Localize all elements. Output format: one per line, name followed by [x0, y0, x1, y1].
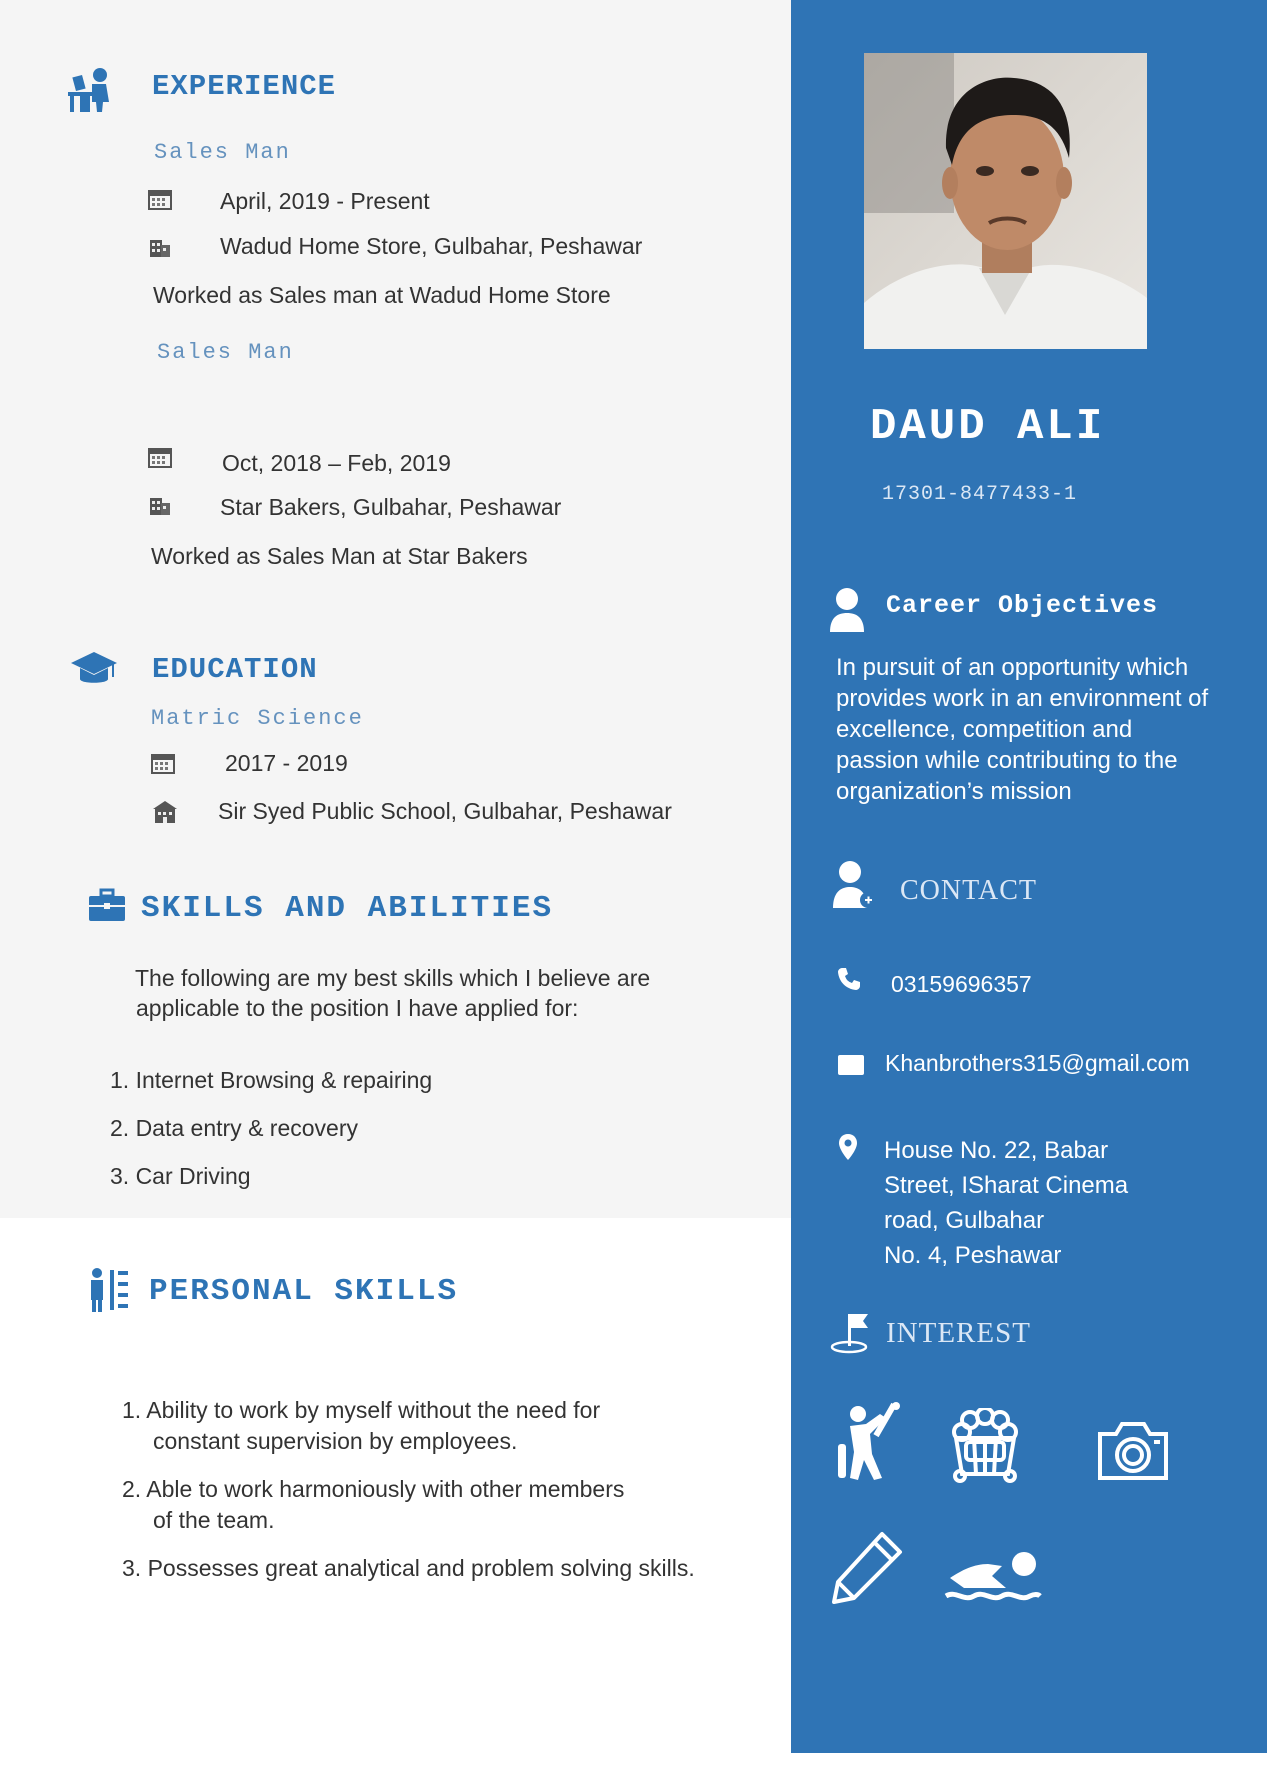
desk-worker-icon — [66, 66, 116, 114]
school-building-icon — [152, 800, 178, 824]
skills-heading: SKILLS AND ABILITIES — [141, 891, 554, 926]
swimming-icon — [944, 1548, 1042, 1604]
objective-line: provides work in an environment of — [836, 685, 1209, 712]
location-pin-icon — [838, 1133, 858, 1161]
phone-icon — [836, 966, 862, 992]
objective-heading: Career Objectives — [886, 591, 1159, 620]
personal-item-2-line-2: of the team. — [153, 1507, 275, 1533]
flag-icon — [830, 1310, 874, 1354]
popcorn-icon — [946, 1408, 1024, 1484]
personal-item-2-line-1: 2. Able to work harmoniously with other members — [122, 1476, 625, 1502]
skills-item-2: 2. Data entry & recovery — [110, 1115, 358, 1141]
building-icon — [148, 236, 172, 258]
profile-photo — [864, 53, 1147, 349]
building-icon — [148, 494, 172, 516]
interest-heading: INTEREST — [886, 1317, 1031, 1349]
contact-address — [884, 1133, 1128, 1273]
job-1-description: Worked as Sales man at Wadud Home Store — [153, 282, 611, 308]
job-1-place: Wadud Home Store, Gulbahar, Peshawar — [220, 233, 643, 259]
personal-item-1-line-1: 1. Ability to work by myself without the need for — [122, 1397, 601, 1423]
user-icon — [828, 587, 866, 633]
skills-item-1: 1. Internet Browsing & repairing — [110, 1067, 433, 1093]
person-checklist-icon — [88, 1268, 130, 1312]
experience-heading: EXPERIENCE — [152, 70, 337, 103]
job-1-role: Sales Man — [154, 140, 291, 165]
pencil-icon — [830, 1528, 906, 1606]
objective-line: In pursuit of an opportunity which — [836, 654, 1189, 681]
education-degree: Matric Science — [151, 706, 364, 731]
personal-item-1-line-2: constant supervision by employees. — [153, 1428, 518, 1454]
address-line: Street, ISharat Cinema — [884, 1172, 1129, 1199]
add-contact-icon — [832, 860, 876, 910]
objective-text — [836, 652, 1208, 807]
personal-skills-heading: PERSONAL SKILLS — [149, 1274, 459, 1309]
contact-heading: CONTACT — [900, 875, 1037, 906]
objective-line: excellence, competition and — [836, 716, 1133, 743]
education-heading: EDUCATION — [152, 653, 318, 686]
calendar-icon — [151, 752, 175, 774]
calendar-icon — [148, 446, 172, 468]
skills-intro-line-2: applicable to the position I have applied for: — [136, 995, 579, 1021]
job-2-dates: Oct, 2018 – Feb, 2019 — [222, 450, 451, 476]
contact-phone[interactable]: 03159696357 — [891, 971, 1032, 997]
address-line: No. 4, Peshawar — [884, 1242, 1062, 1269]
job-2-role: Sales Man — [157, 340, 294, 365]
camera-icon — [1094, 1420, 1172, 1482]
job-1-dates: April, 2019 - Present — [220, 188, 430, 214]
skills-item-3: 3. Car Driving — [110, 1163, 251, 1189]
left-column-background — [0, 0, 792, 1218]
education-school: Sir Syed Public School, Gulbahar, Peshawar — [218, 798, 672, 824]
briefcase-icon — [88, 888, 126, 922]
address-line: road, Gulbahar — [884, 1207, 1045, 1234]
cricket-icon — [836, 1400, 902, 1482]
email-icon — [837, 1054, 865, 1076]
calendar-icon — [148, 188, 172, 210]
personal-item-3-line-1: 3. Possesses great analytical and problem solving skills. — [122, 1555, 695, 1581]
job-2-place: Star Bakers, Gulbahar, Peshawar — [220, 494, 562, 520]
skills-intro-line-1: The following are my best skills which I believe are — [135, 965, 651, 991]
objective-line: organization’s mission — [836, 778, 1072, 805]
profile-name: DAUD ALI — [870, 402, 1106, 452]
contact-email[interactable]: Khanbrothers315@gmail.com — [885, 1050, 1190, 1076]
objective-line: passion while contributing to the — [836, 747, 1178, 774]
address-line: House No. 22, Babar — [884, 1137, 1109, 1164]
job-2-description: Worked as Sales Man at Star Bakers — [151, 543, 528, 569]
education-years: 2017 - 2019 — [225, 750, 348, 776]
graduation-cap-icon — [70, 650, 118, 690]
profile-id-number: 17301-8477433-1 — [882, 483, 1078, 506]
